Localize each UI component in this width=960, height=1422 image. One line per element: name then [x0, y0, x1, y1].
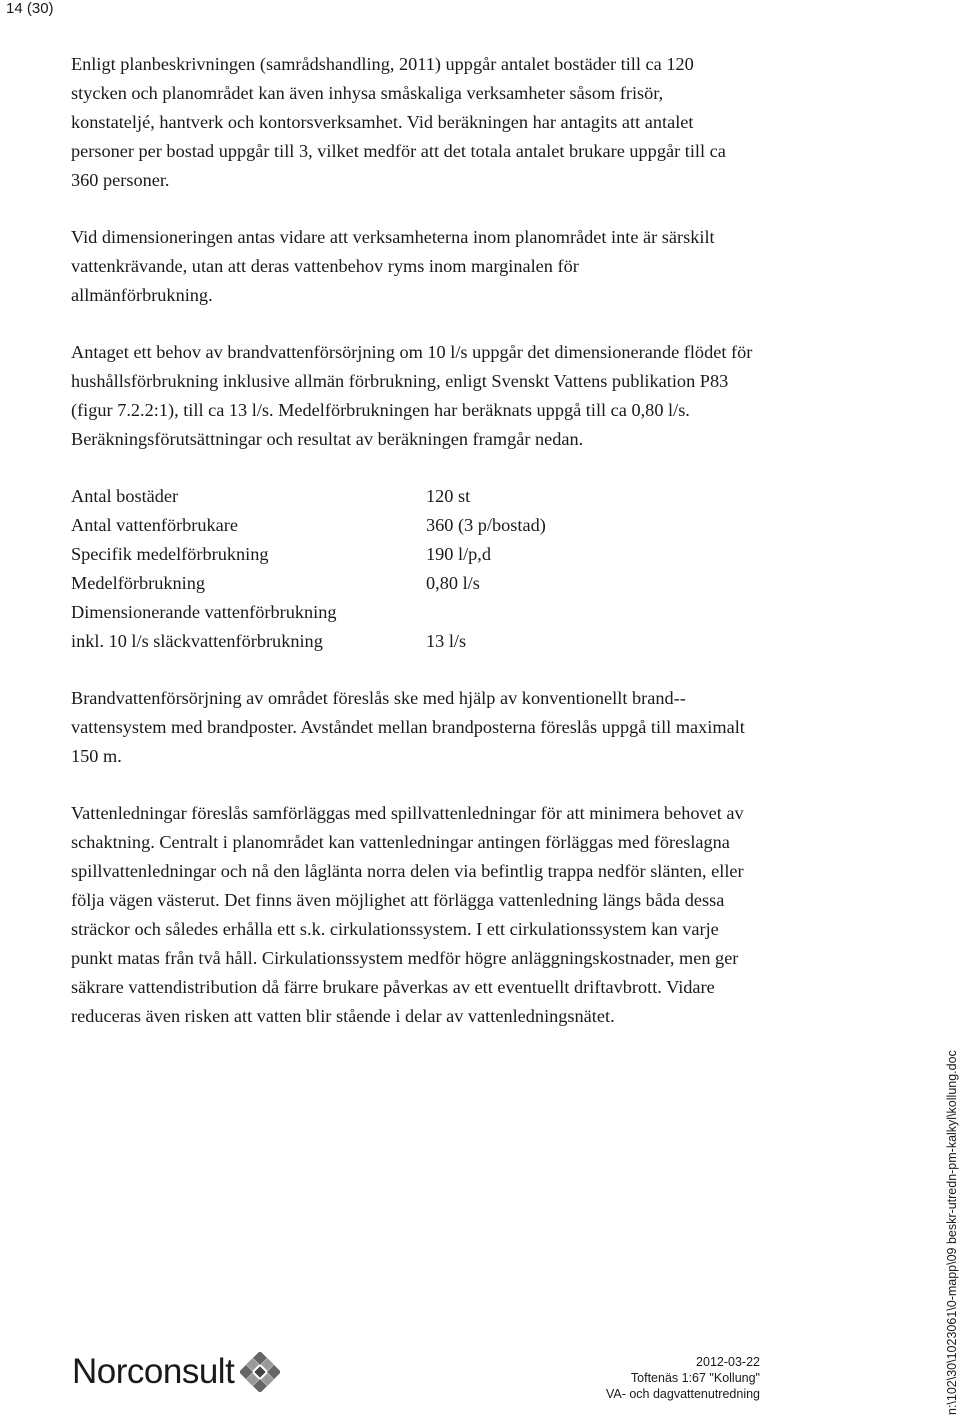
footer-date: 2012-03-22 [696, 1355, 760, 1369]
table-label: inkl. 10 l/s släckvattenförbrukning [71, 631, 323, 651]
file-path: n:\102\30\1023061\0-mapp\09 beskr-utredn-pm-kalkyl\kollung.doc [945, 1050, 959, 1415]
page-number: 14 (30) [6, 0, 54, 17]
footer-meta [600, 1354, 760, 1402]
table-value: 0,80 l/s [426, 573, 480, 593]
table-label: Antal bostäder [71, 486, 179, 506]
paragraph-fire-water: Antaget ett behov av brandvattenförsörjning om 10 l/s uppgår det dimensionerande flödet för hushållsförbrukning inklusive allmän förbrukning, enligt Svenskt Vattens publikation P83 (figur 7.2.2:1), till ca 13 l/s. Medelförbrukningen har beräknats uppgå till ca 0,80 l/s. Beräkningsförutsättningar och resultat av beräkningen framgår nedan. [71, 342, 753, 449]
calculation-table [71, 482, 726, 656]
table-value: 360 (3 p/bostad) [426, 515, 546, 535]
table-label: Medelförbrukning [71, 573, 206, 593]
table-label: Specifik medelförbrukning [71, 544, 269, 564]
table-row [71, 482, 726, 511]
paragraph-hydrants: Brandvattenförsörjning av området föreslås ske med hjälp av konventionellt brand-vattensystem med brandposter. Avståndet mellan brandposterna föreslås uppgå till maximalt 150 m. [71, 688, 745, 766]
logo-text: Norconsult [72, 1352, 235, 1391]
footer-subject: VA- och dagvattenutredning [605, 1387, 760, 1401]
footer-project: Toftenäs 1:67 "Kollung" [630, 1371, 760, 1385]
table-label: Dimensionerande vattenförbrukning [71, 602, 337, 622]
norconsult-diamond-logo-icon [240, 1352, 280, 1392]
table-label: Antal vattenförbrukare [71, 515, 238, 535]
table-row [71, 540, 726, 569]
table-value: 13 l/s [426, 631, 467, 651]
table-row [71, 511, 726, 540]
paragraph-population: Enligt planbeskrivningen (samrådshandling, 2011) uppgår antalet bostäder till ca 120 stycken och planområdet kan även inhysa småskaliga verksamheter såsom frisör, konstateljé, hantverk och kontorsverksamhet. Vid beräkningen har antagits att antalet personer per bostad uppgår till 3, vilket medför att det totala antalet brukare uppgår till ca 360 personer. [71, 54, 726, 190]
table-row [71, 569, 726, 598]
table-value [426, 598, 726, 627]
table-row [71, 627, 726, 656]
company-logo [72, 1352, 280, 1392]
table-value: 190 l/p,d [426, 544, 492, 564]
paragraph-pipes: Vattenledningar föreslås samförläggas med spillvattenledningar för att minimera behovet av schaktning. Centralt i planområdet kan vattenledningar antingen förläggas med föreslagna spillvattenledningar och nå den låglänta norra delen via befintlig trappa nedför slänten, eller följa vägen västerut. Det finns även möjlighet att förlägga vattenledning längs båda dessa sträckor och således erhålla ett s.k. cirkulationssystem. I ett cirkulationssystem kan varje punkt matas från två håll. Cirkulationssystem medför högre anläggningskostnader, men ger säkrare vattendistribution då färre brukare påverkas av ett eventuellt driftavbrott. Vidare reduceras även risken att vatten blir stående i delar av vattenledningsnätet. [71, 803, 744, 1026]
table-row [71, 598, 726, 627]
document-body [71, 50, 831, 1031]
paragraph-activities: Vid dimensioneringen antas vidare att verksamheterna inom planområdet inte är särskilt vattenkrävande, utan att deras vattenbehov ryms inom marginalen för allmänförbrukning. [71, 227, 715, 305]
table-value: 120 st [426, 486, 471, 506]
